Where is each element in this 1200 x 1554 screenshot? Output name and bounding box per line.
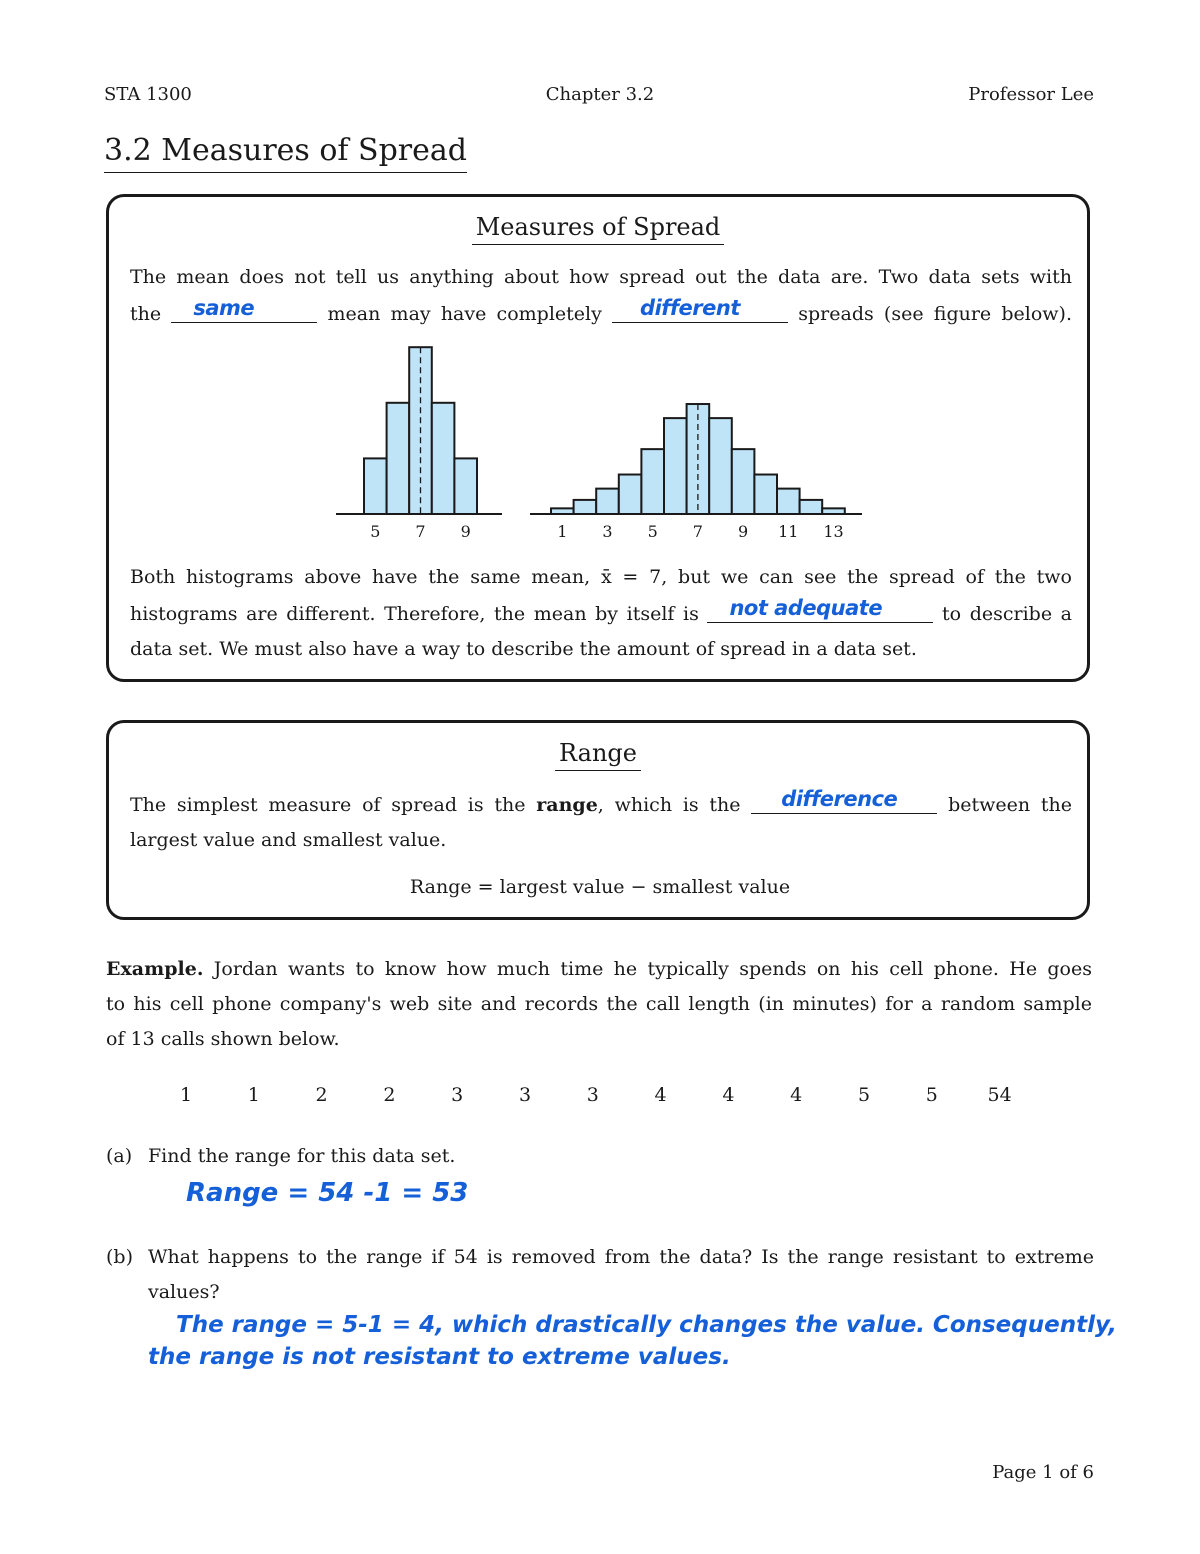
header-chapter: Chapter 3.2	[545, 84, 655, 105]
histogram-2-bar	[754, 475, 777, 514]
histogram-2-bar	[664, 418, 687, 514]
handwritten-different: different	[640, 296, 740, 320]
histogram-2-bar	[596, 489, 619, 514]
histogram-2-tick-label: 9	[738, 522, 749, 541]
box-title-range: Range	[109, 739, 1087, 767]
call-length-value: 54	[987, 1084, 1012, 1106]
histogram-1-bar	[454, 458, 477, 514]
page-number: Page 1 of 6	[992, 1462, 1094, 1483]
range-formula: Range = largest value − smallest value	[409, 876, 791, 898]
range-term: range	[536, 794, 598, 816]
histogram-2-bar	[619, 475, 642, 514]
part-b-question-line2: values?	[148, 1281, 220, 1303]
spread-paragraph2-line2: histograms are different. Therefore, the mean by itself is not adequate to describe a	[130, 596, 1072, 625]
spread-paragraph-line2: the same mean may have completely different spreads (see figure below).	[130, 296, 1073, 325]
histogram-2-tick-label: 11	[778, 522, 799, 541]
call-length-value: 4	[654, 1084, 667, 1106]
call-length-value: 2	[315, 1084, 328, 1106]
call-length-value: 3	[518, 1084, 532, 1106]
box-title-spread: Measures of Spread	[109, 213, 1087, 241]
histogram-2-tick-label: 5	[647, 522, 658, 541]
call-length-value: 3	[451, 1084, 464, 1106]
call-length-value: 4	[722, 1084, 735, 1106]
histogram-1-bar	[432, 403, 455, 514]
page-title: 3.2 Measures of Spread	[104, 132, 467, 173]
header-professor: Professor Lee	[968, 84, 1094, 105]
range-definition-line2: largest value and smallest value.	[130, 829, 447, 851]
histogram-1-bar	[364, 458, 387, 514]
spread-paragraph-line1: The mean does not tell us anything about how spread out the data are. Two data sets with	[130, 266, 1072, 288]
histogram-1-tick-label: 9	[460, 522, 471, 541]
handwritten-same: same	[193, 296, 255, 320]
example-line2: to his cell phone company's web site and records the call length (in minutes) for a random sample	[106, 993, 1092, 1015]
handwritten-difference: difference	[781, 787, 898, 811]
histogram-2-tick-label: 13	[823, 522, 844, 541]
part-b-question-line1: What happens to the range if 54 is removed from the data? Is the range resistant to extreme	[148, 1246, 1094, 1268]
fill-blank-difference	[751, 787, 937, 814]
part-a-question: Find the range for this data set.	[148, 1145, 456, 1167]
spread-paragraph2-line1: Both histograms above have the same mean, x̄ = 7, but we can see the spread of the two	[130, 566, 1072, 588]
part-b-handwritten-answer-line2: the range is not resistant to extreme values.	[148, 1344, 731, 1370]
histogram-2-bar	[800, 500, 823, 514]
example-line1: Example. Jordan wants to know how much time he typically spends on his cell phone. He goes	[106, 958, 1092, 980]
call-length-value: 1	[247, 1084, 260, 1106]
histogram-1-tick-label: 7	[415, 522, 426, 541]
example-label: Example.	[106, 958, 204, 980]
histogram-2-tick-label: 7	[692, 522, 703, 541]
part-a-handwritten-answer: Range = 54 -1 = 53	[186, 1178, 469, 1208]
part-b-handwritten-answer-line1: The range = 5-1 = 4, which drastically changes the value. Consequently,	[176, 1312, 1117, 1338]
histograms-figure	[0, 0, 1200, 560]
part-a-label: (a)	[106, 1145, 133, 1167]
histogram-2-bar	[574, 500, 597, 514]
histogram-2-tick-label: 3	[602, 522, 613, 541]
call-length-value: 4	[790, 1084, 803, 1106]
histogram-2-bar	[822, 508, 845, 514]
histogram-2-bar	[551, 508, 574, 514]
histogram-2-bar	[709, 418, 732, 514]
spread-paragraph2-line3: data set. We must also have a way to describe the amount of spread in a data set.	[130, 638, 917, 660]
range-definition-line1: The simplest measure of spread is the range, which is the difference between the	[130, 787, 1072, 816]
fill-blank-not-adequate	[707, 596, 933, 623]
example-line3: of 13 calls shown below.	[106, 1028, 340, 1050]
call-length-value: 2	[383, 1084, 396, 1106]
histogram-2-tick-label: 1	[557, 522, 568, 541]
handwritten-not-adequate: not adequate	[729, 596, 883, 620]
call-length-value: 1	[179, 1084, 193, 1106]
histogram-2-bar	[777, 489, 800, 514]
header-course: STA 1300	[104, 84, 192, 105]
histogram-1-bar	[387, 403, 410, 514]
call-length-value: 5	[857, 1084, 871, 1106]
part-b-label: (b)	[106, 1246, 133, 1268]
histogram-2-bar	[732, 449, 755, 514]
call-length-value: 3	[586, 1084, 599, 1106]
histogram-2-bar	[641, 449, 664, 514]
call-length-value: 5	[925, 1084, 938, 1106]
histogram-1-tick-label: 5	[370, 522, 381, 541]
